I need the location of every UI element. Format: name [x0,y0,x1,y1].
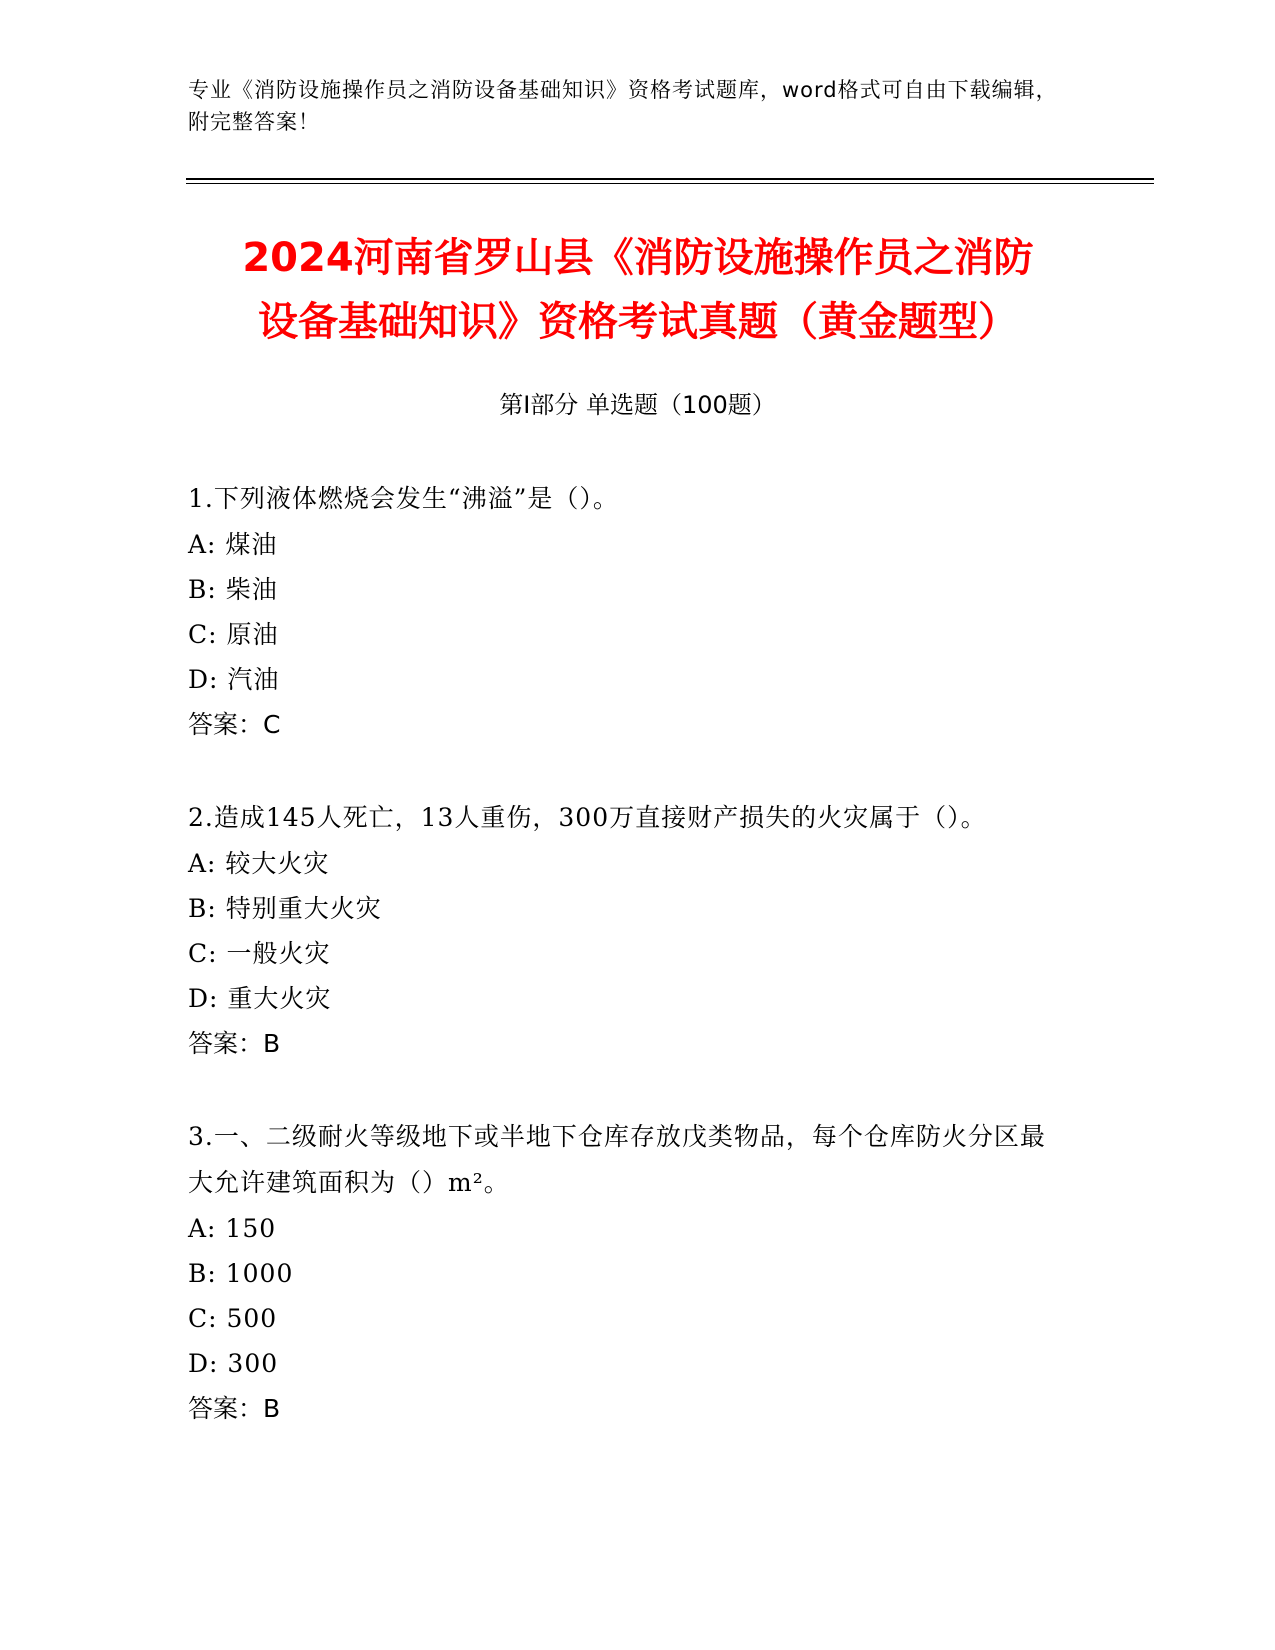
option-a: A: 较大火灾 [188,849,330,878]
option-d: D: 300 [188,1349,279,1378]
question-stem: 3.一、二级耐火等级地下或半地下仓库存放戊类物品，每个仓库防火分区最大允许建筑面积为（）m²。 [188,1122,1046,1197]
question-stem: 1.下列液体燃烧会发生“沸溢”是（）。 [188,484,619,513]
question-1 [188,476,1068,747]
answer: 答案：B [188,1029,281,1058]
header-note: 专业《消防设施操作员之消防设备基础知识》资格考试题库，word格式可自由下载编辑，附完整答案！ [188,78,1058,134]
document-title [188,226,1088,354]
option-a: A: 煤油 [188,530,278,559]
section-title: 第Ⅰ部分 单选题（100题） [499,391,776,419]
document-title-line-1: 2024河南省罗山县《消防设施操作员之消防 [242,235,1034,281]
answer: 答案：B [188,1394,281,1423]
answer: 答案：C [188,710,281,739]
header-rule-thin [186,183,1154,184]
question-stem: 2.造成145人死亡，13人重伤，300万直接财产损失的火灾属于（）。 [188,803,987,832]
option-a: A: 150 [188,1214,277,1243]
option-c: C: 原油 [188,620,279,649]
document-title-line-2: 设备基础知识》资格考试真题（黄金题型） [258,299,1018,345]
header-rule-thick [186,178,1154,180]
option-b: B: 柴油 [188,575,278,604]
option-d: D: 汽油 [188,665,280,694]
option-c: C: 一般火灾 [188,939,331,968]
option-b: B: 特别重大火灾 [188,894,382,923]
question-3 [188,1114,1068,1431]
question-2 [188,795,1068,1066]
question-list [188,476,1068,1479]
option-c: C: 500 [188,1304,278,1333]
option-b: B: 1000 [188,1259,294,1288]
option-d: D: 重大火灾 [188,984,332,1013]
